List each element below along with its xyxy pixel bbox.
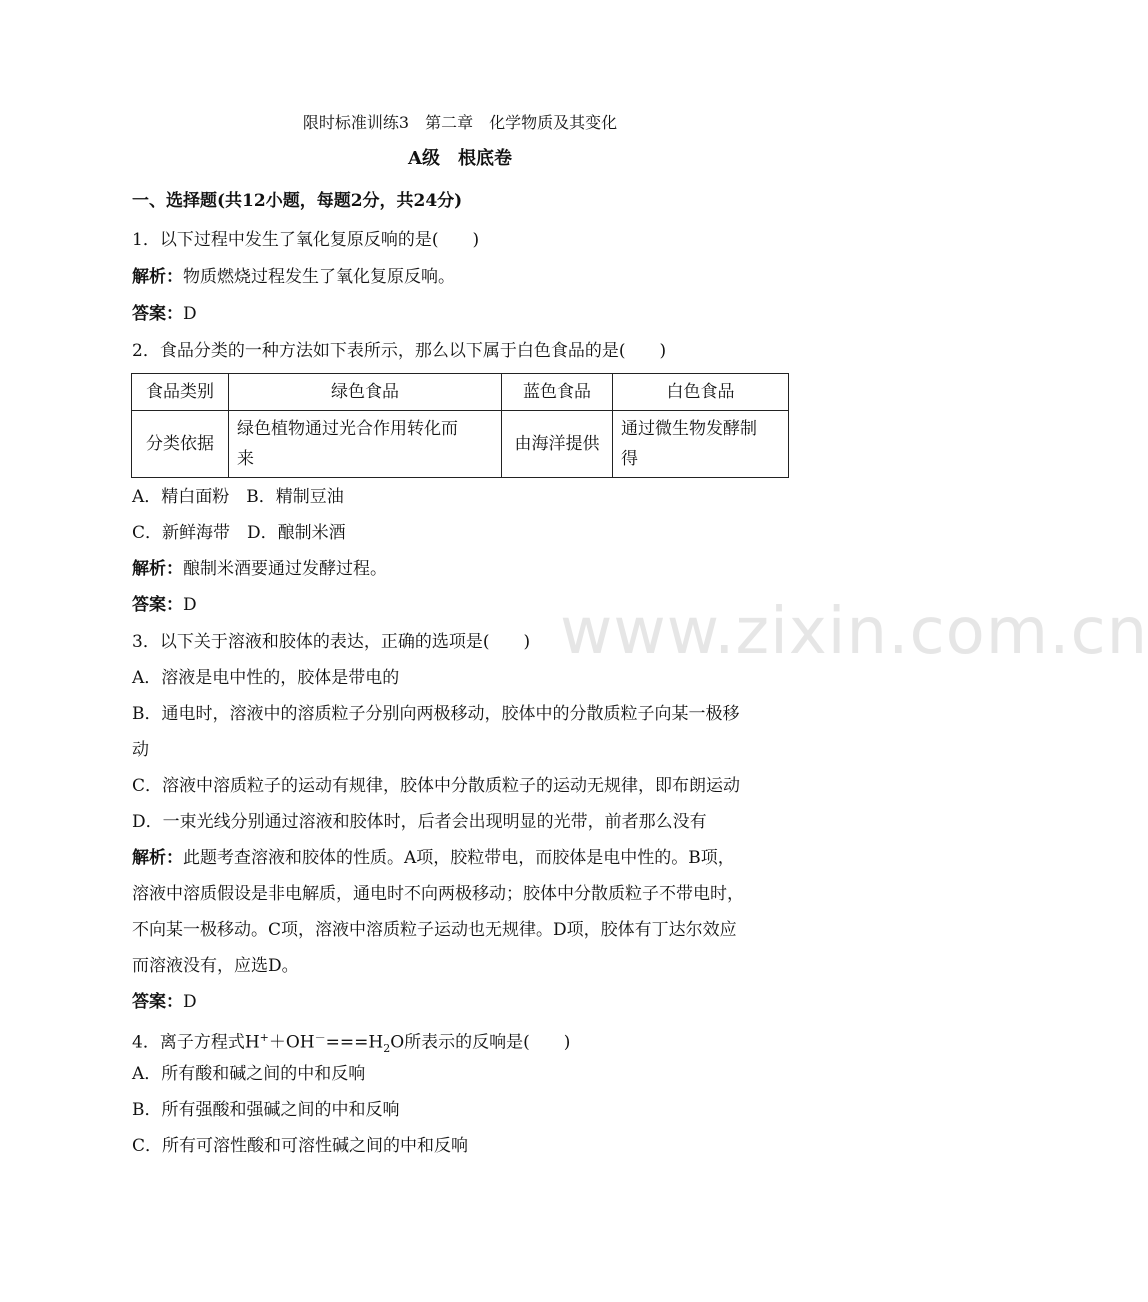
answer-value: D [183, 304, 197, 324]
answer-value: D [183, 992, 197, 1012]
q3-answer [132, 991, 197, 1013]
q3-option-c: C．溶液中溶质粒子的运动有规律，胶体中分散质粒子的运动无规律，即布朗运动 [132, 776, 741, 796]
table-cell: 绿色植物通过光合作用转化而 来 [229, 411, 502, 478]
table-cell: 白色食品 [613, 374, 789, 411]
analysis-text: 此题考查溶液和胶体的性质。A项，胶粒带电，而胶体是电中性的。B项， [183, 848, 735, 868]
table-cell: 绿色食品 [229, 374, 502, 411]
table-cell: 分类依据 [132, 411, 229, 478]
q2-options-cd: C．新鲜海带 D．酿制米酒 [132, 523, 346, 543]
q1-answer [132, 303, 197, 325]
q1-analysis [132, 266, 455, 288]
food-classification-table [131, 373, 789, 478]
answer-label: 答案： [132, 304, 183, 324]
q1-stem: 1．以下过程中发生了氧化复原反响的是( ) [132, 230, 480, 250]
q4-option-c: C．所有可溶性酸和可溶性碱之间的中和反响 [132, 1136, 469, 1156]
q3-option-d: D．一束光线分别通过溶液和胶体时，后者会出现明显的光带，前者那么没有 [132, 812, 707, 832]
table-cell: 通过微生物发酵制 得 [613, 411, 789, 478]
q4-option-a: A．所有酸和碱之间的中和反响 [132, 1064, 366, 1084]
q3-analysis-line3: 不向某一极移动。C项，溶液中溶质粒子运动也无规律。D项，胶体有丁达尔效应 [132, 920, 737, 940]
q2-stem: 2．食品分类的一种方法如下表所示，那么以下属于白色食品的是( ) [132, 341, 667, 361]
q3-stem: 3．以下关于溶液和胶体的表达，正确的选项是( ) [132, 632, 531, 652]
q3-option-a: A．溶液是电中性的，胶体是带电的 [132, 668, 400, 688]
analysis-label: 解析： [132, 848, 183, 868]
analysis-label: 解析： [132, 267, 183, 287]
section-heading: 一、选择题(共12小题，每题2分，共24分) [132, 191, 463, 211]
level-heading: A级 根底卷 [408, 148, 512, 169]
analysis-label: 解析： [132, 559, 183, 579]
table-cell: 食品类别 [132, 374, 229, 411]
q2-options-ab: A．精白面粉 B．精制豆油 [132, 487, 344, 507]
analysis-text: 酿制米酒要通过发酵过程。 [183, 559, 387, 579]
table-cell: 由海洋提供 [502, 411, 613, 478]
answer-value: D [183, 595, 197, 615]
q4-option-b: B．所有强酸和强碱之间的中和反响 [132, 1100, 400, 1120]
doc-title: 限时标准训练3 第二章 化学物质及其变化 [302, 113, 618, 132]
table-row [132, 411, 789, 478]
q3-analysis [132, 847, 735, 869]
watermark: www.zixin.com.cn [560, 595, 1148, 669]
q3-option-b-cont: 动 [132, 740, 149, 760]
table-header-row [132, 374, 789, 411]
q2-analysis [132, 558, 387, 580]
q4-stem: 4．离子方程式$H^++OH^-===H_2O$所表示的反响是( ) [132, 1031, 571, 1056]
answer-label: 答案： [132, 595, 183, 615]
q3-option-b: B．通电时，溶液中的溶质粒子分别向两极移动，胶体中的分散质粒子向某一极移 [132, 704, 740, 724]
q3-analysis-line2: 溶液中溶质假设是非电解质，通电时不向两极移动；胶体中分散质粒子不带电时， [132, 884, 744, 904]
table-cell: 蓝色食品 [502, 374, 613, 411]
analysis-text: 物质燃烧过程发生了氧化复原反响。 [183, 267, 455, 287]
q3-analysis-line4: 而溶液没有，应选D。 [132, 956, 299, 976]
answer-label: 答案： [132, 992, 183, 1012]
q2-answer [132, 594, 197, 616]
